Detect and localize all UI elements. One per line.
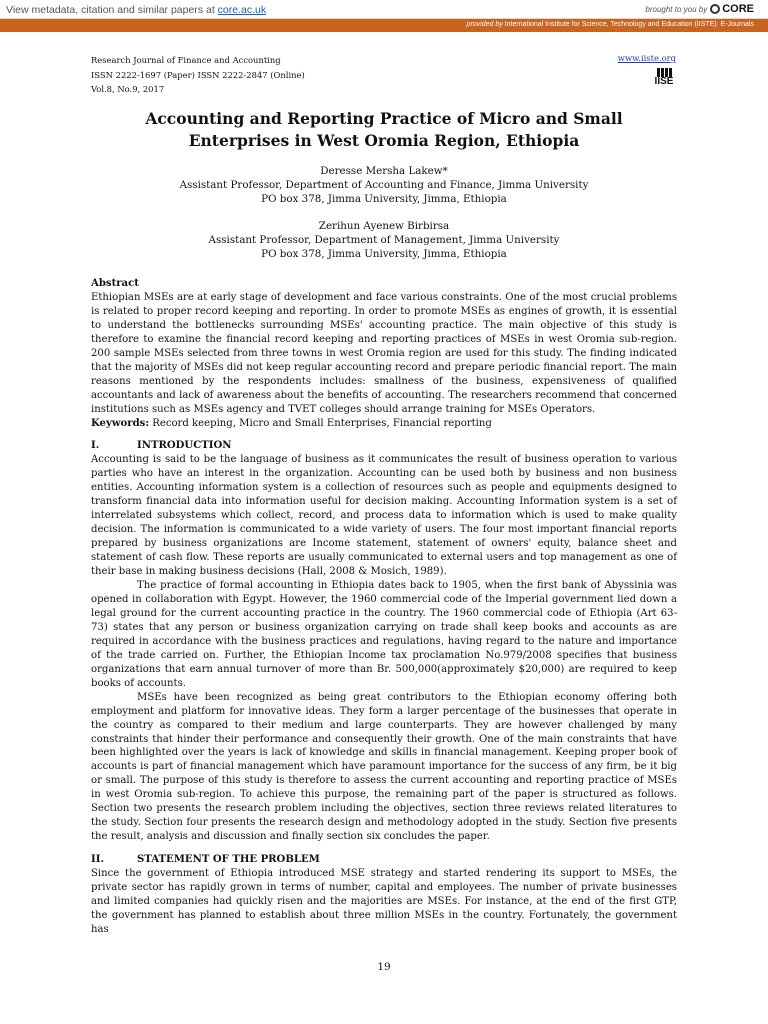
section-heading-statement: [91, 853, 677, 867]
keywords-text: Record keeping, Micro and Small Enterprises, Financial reporting: [149, 417, 492, 429]
section-heading-introduction: [91, 439, 677, 453]
journal-header: [91, 53, 305, 97]
provided-by-prefix: provided by: [466, 21, 503, 28]
intro-paragraph-2: The practice of formal accounting in Ethiopia dates back to 1905, when the first bank of Abyssinia was opened in collaboration with Egypt. However, the 1960 commercial code of the Imperial government lied down a legal ground for the current accounting practice in the country. The 1960 commercial code of Ethiopia (Art 63-73) states that any person or business organization carrying on trade shall keep books and accounts as are required in accordance with the business practices and regulations, having regard to the nature and importance of the trade carried on. Further, the Ethiopian Income tax proclamation No.979/2008 specifies that business organizations that earn annual turnover of more than Br. 500,000(approximately $20,000) are required to keep books of accounts.: [91, 580, 677, 689]
problem-paragraph-1: Since the government of Ethiopia introduced MSE strategy and started rendering its support to MSEs, the private sector has rapidly grown in terms of number, capital and employees. The number of private businesses and limited companies had quickly risen and the majorities are MSEs. For instance, at the end of the first GTP, the government has planned to establish about three million MSEs in the country. Fortunately, the government has: [91, 868, 677, 935]
core-link[interactable]: core.ac.uk: [217, 4, 267, 16]
intro-paragraph-1: Accounting is said to be the language of business as it communicates the result of business operation to various parties who have an interest in the organization. Accounting can be used both by business and non business entities. Accounting information system is a collection of resources such as people and equipments designed to transform financial data into information useful for decision making. Accounting Information system is a set of interrelated subsystems which collect, record, and process data to information which is used to make quality decision. The information is communicated to a wide variety of users. The four most important financial reports prepared by business organizations are Income statement, statement of owners' equity, balance sheet and statement of cash flow. These reports are usually communicated to external users and top management as one of their base in making business decisions (Hall, 2008 & Mosich, 1989).: [91, 454, 677, 578]
iiste-logo-text: IISE: [654, 76, 674, 87]
abstract-heading: Abstract: [91, 278, 139, 289]
core-logo: [710, 3, 754, 15]
provided-by-bar: [0, 19, 768, 32]
section-1-number: I.: [91, 440, 100, 452]
paper-title: [91, 108, 677, 152]
iiste-logo: [652, 68, 676, 90]
provided-by-institution[interactable]: International Institute for Science, Technology and Education (IISTE): E-Journals: [504, 21, 754, 28]
author-2-name: Zerihun Ayenew Birbirsa: [318, 219, 450, 232]
journal-url-link[interactable]: www.iiste.org: [617, 53, 676, 63]
keywords-line: [91, 417, 677, 431]
author-1-position: Assistant Professor, Department of Accounting and Finance, Jimma University: [179, 179, 589, 192]
section-1-title: INTRODUCTION: [137, 440, 232, 452]
core-metadata-text: [6, 4, 266, 16]
intro-paragraph-3: MSEs have been recognized as being great contributors to the Ethiopian economy offering both employment and platform for innovative ideas. They form a larger percentage of the businesses that operate in the country as compared to their medium and large counterparts. They are however challenged by many constraints that hinder their performance and consequently their growth. One of the main constraints that have been highlighted over the years is lack of knowledge and skills in financial management. Keeping proper book of accounts is part of financial management which have paramount importance for the success of any firm, be it big or small. The purpose of this study is therefore to assess the current accounting and reporting practice of MSEs in west Oromia sub-region. To achieve this purpose, the remaining part of the paper is structured as follows. Section two presents the research problem including the objectives, section three reviews related literatures to the study. Section four presents the research design and methodology adopted in the study. Section five presents the result, analysis and discussion and finally section six concludes the paper.: [91, 691, 677, 843]
page-number: 19: [377, 961, 391, 973]
abstract-text: Ethiopian MSEs are at early stage of development and face various constraints. One of the most crucial problems is related to proper record keeping and reporting. In order to promote MSEs as engines of growth, it is essential to understand the bottlenecks surrounding MSEs' accounting practice. The main objective of this study is therefore to examine the financial record keeping and reporting practices of MSEs in west Oromia sub-region. 200 sample MSEs selected from three towns in west Oromia region are used for this study. The finding indicated that the majority of MSEs did not keep regular accounting record and prepare periodic financial report. The main reasons mentioned by the respondents includes: smallness of the business, expensiveness of qualified accountants and lack of awareness about the benefits of accounting. The researchers recommend that concerned institutions such as MSEs agency and TVET colleges should arrange training for MSEs Operators.: [91, 291, 677, 415]
author-2-address: PO box 378, Jimma University, Jimma, Ethiopia: [261, 248, 507, 261]
core-banner: [0, 0, 768, 19]
journal-volume: Vol.8, No.9, 2017: [91, 84, 165, 94]
core-brought-by[interactable]: [645, 3, 754, 15]
keywords-label: Keywords:: [91, 417, 150, 429]
paper-body: [91, 277, 677, 937]
brought-to-you-label: brought to you by: [645, 4, 708, 14]
author-block: [91, 164, 677, 261]
core-logo-icon: [710, 4, 720, 14]
section-2-number: II.: [91, 854, 104, 866]
journal-issn: ISSN 2222-1697 (Paper) ISSN 2222-2847 (Online): [91, 69, 305, 80]
paper-title-line-1: Accounting and Reporting Practice of Micro and Small: [145, 109, 623, 128]
section-2-title: STATEMENT OF THE PROBLEM: [137, 854, 320, 866]
core-metadata-label: View metadata, citation and similar papers at: [6, 4, 215, 16]
provided-by-text: [467, 21, 754, 28]
core-logo-text: CORE: [722, 3, 754, 15]
author-1-address: PO box 378, Jimma University, Jimma, Ethiopia: [261, 193, 507, 206]
author-1-name: Deresse Mersha Lakew*: [320, 165, 448, 177]
author-2-position: Assistant Professor, Department of Management, Jimma University: [208, 233, 560, 246]
paper-title-line-2: Enterprises in West Oromia Region, Ethiopia: [188, 131, 580, 150]
journal-name: Research Journal of Finance and Accounting: [91, 55, 281, 65]
